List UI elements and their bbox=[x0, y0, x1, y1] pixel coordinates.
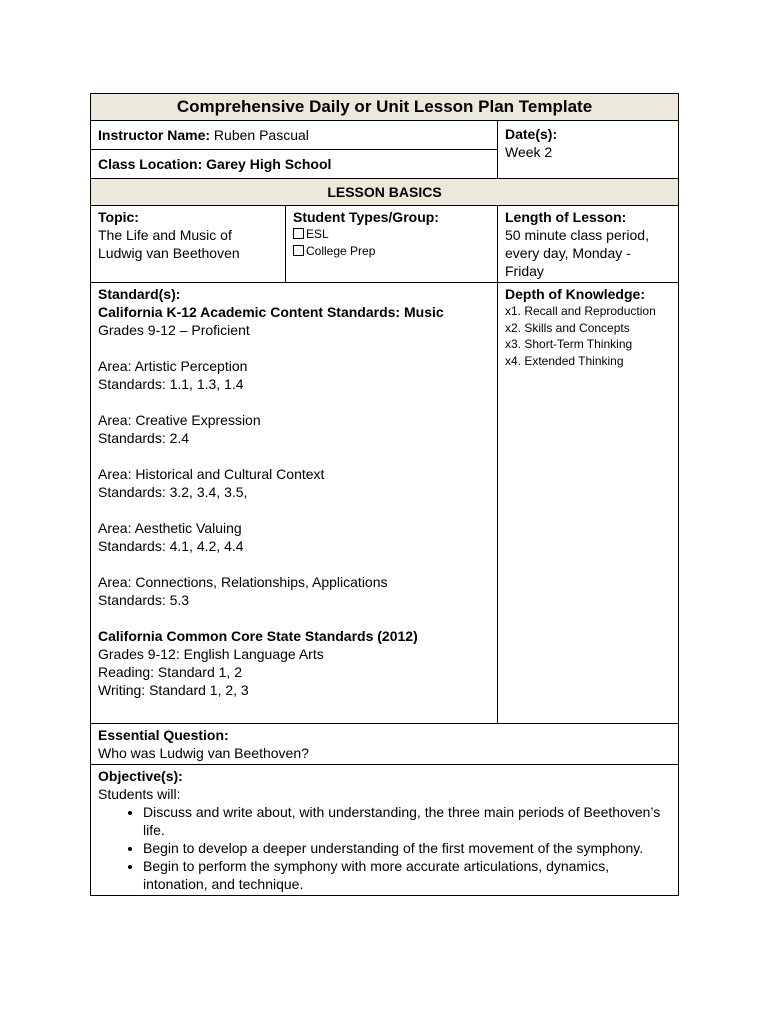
instructor-value: Ruben Pascual bbox=[213, 127, 309, 143]
length-line: 50 minute class period, bbox=[505, 227, 649, 243]
depth-label: Depth of Knowledge: bbox=[505, 286, 645, 302]
standards-row bbox=[91, 283, 679, 724]
standards-list: Standards: 1.1, 1.3, 1.4 bbox=[98, 376, 244, 392]
standards-label: Standard(s): bbox=[98, 286, 181, 302]
depth-item: x4. Extended Thinking bbox=[505, 353, 624, 368]
list-item: • Begin to develop a deeper understanding of the first movement of the symphony. bbox=[143, 839, 671, 857]
standards-writing: Writing: Standard 1, 2, 3 bbox=[98, 682, 249, 698]
standards-area: Area: Aesthetic Valuing bbox=[98, 520, 242, 536]
standards-reading: Reading: Standard 1, 2 bbox=[98, 664, 242, 680]
depth-item: x1. Recall and Reproduction bbox=[505, 304, 656, 318]
length-line: every day, Monday - bbox=[505, 245, 631, 261]
student-types-cell bbox=[286, 206, 498, 283]
checkbox-icon[interactable] bbox=[293, 228, 304, 239]
standards-heading-music: California K-12 Academic Content Standards: Music bbox=[98, 304, 444, 320]
essential-question-cell bbox=[91, 724, 679, 765]
standards-area: Area: Artistic Perception bbox=[98, 358, 248, 374]
objectives-label: Objective(s): bbox=[98, 768, 183, 784]
topic-line-1: The Life and Music of bbox=[98, 227, 232, 243]
standards-area: Area: Connections, Relationships, Applications bbox=[98, 574, 388, 590]
essential-question-value: Who was Ludwig van Beethoven? bbox=[98, 745, 309, 761]
objectives-list bbox=[98, 803, 671, 893]
location-label: Class Location: bbox=[98, 156, 203, 172]
standards-heading-ccss: California Common Core State Standards (2012) bbox=[98, 628, 418, 644]
dates-value: Week 2 bbox=[505, 144, 553, 160]
topic-cell bbox=[91, 206, 286, 283]
objectives-cell bbox=[91, 765, 679, 896]
lesson-basics-heading: LESSON BASICS bbox=[91, 179, 679, 206]
standards-area: Area: Historical and Cultural Context bbox=[98, 466, 325, 482]
length-label: Length of Lesson: bbox=[505, 209, 627, 225]
lesson-plan-sheet bbox=[90, 93, 678, 896]
objectives-intro: Students will: bbox=[98, 786, 181, 802]
student-type-college-prep: College Prep bbox=[306, 243, 376, 258]
depth-cell bbox=[498, 283, 679, 724]
standards-grades-music: Grades 9-12 – Proficient bbox=[98, 322, 250, 338]
standards-list: Standards: 5.3 bbox=[98, 592, 190, 608]
depth-item: x2. Skills and Concepts bbox=[505, 320, 630, 335]
location-value: Garey High School bbox=[206, 156, 332, 172]
instructor-label: Instructor Name: bbox=[98, 127, 211, 143]
list-item: • Discuss and write about, with understanding, the three main periods of Beethoven’s life. bbox=[143, 803, 671, 839]
standards-cell bbox=[91, 283, 498, 724]
standards-list: Standards: 4.1, 4.2, 4.4 bbox=[98, 538, 244, 554]
dates-label: Date(s): bbox=[505, 126, 558, 142]
location-cell bbox=[91, 150, 498, 179]
standards-list: Standards: 3.2, 3.4, 3.5, bbox=[98, 484, 248, 500]
page-title: Comprehensive Daily or Unit Lesson Plan Template bbox=[91, 94, 679, 121]
checkbox-icon[interactable] bbox=[293, 245, 304, 256]
lesson-plan-table bbox=[90, 93, 679, 896]
title-row bbox=[91, 94, 679, 121]
topic-label: Topic: bbox=[98, 209, 139, 225]
length-line: Friday bbox=[505, 263, 544, 279]
depth-item: x3. Short-Term Thinking bbox=[505, 337, 633, 351]
list-item: • Begin to perform the symphony with more accurate articulations, dynamics, intonation, and technique. bbox=[143, 857, 671, 893]
instructor-cell bbox=[91, 121, 498, 150]
student-types-label: Student Types/Group: bbox=[293, 209, 439, 225]
student-type-esl: ESL bbox=[306, 227, 329, 241]
essential-question-label: Essential Question: bbox=[98, 727, 229, 743]
standards-grades-ela: Grades 9-12: English Language Arts bbox=[98, 646, 324, 662]
objectives-row bbox=[91, 765, 679, 896]
standards-area: Area: Creative Expression bbox=[98, 412, 261, 428]
length-cell bbox=[498, 206, 679, 283]
basics-row bbox=[91, 206, 679, 283]
student-type-option[interactable] bbox=[293, 226, 490, 243]
student-type-option[interactable] bbox=[293, 243, 490, 260]
essential-question-row bbox=[91, 724, 679, 765]
lesson-basics-row bbox=[91, 179, 679, 206]
standards-list: Standards: 2.4 bbox=[98, 430, 190, 446]
instructor-row bbox=[91, 121, 679, 150]
topic-line-2: Ludwig van Beethoven bbox=[98, 245, 240, 261]
dates-cell bbox=[498, 121, 679, 179]
